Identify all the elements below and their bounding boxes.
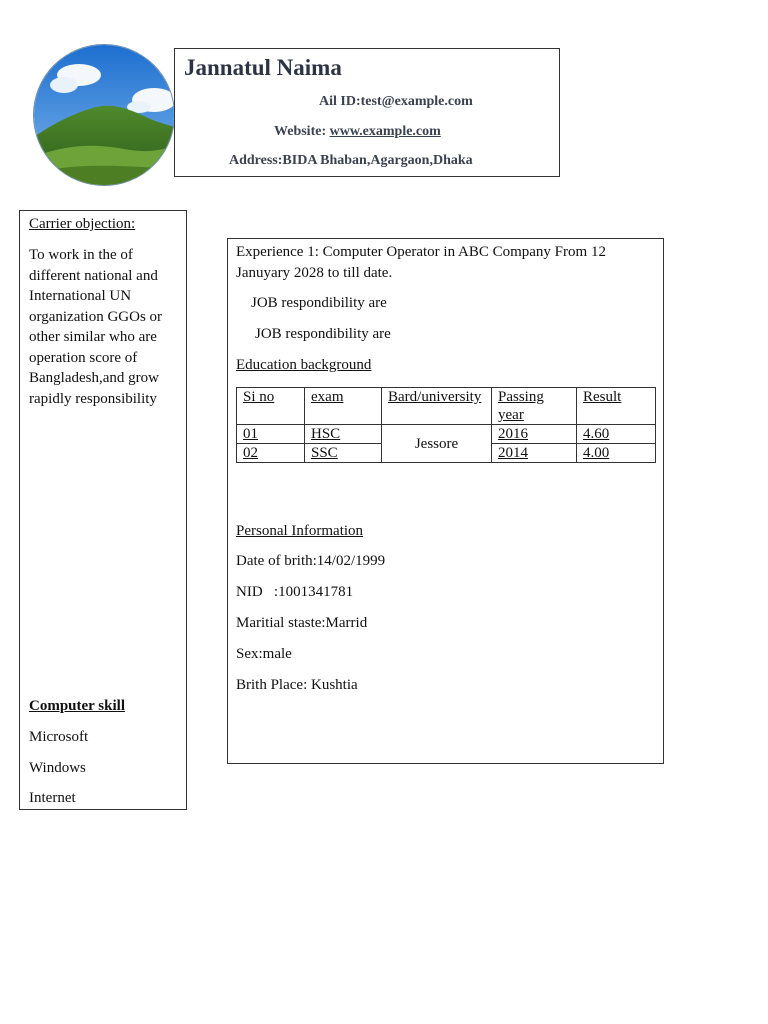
exam-cell: SSC — [305, 444, 382, 463]
email-line — [319, 94, 473, 110]
nid-line: NID :1001341781 — [236, 584, 354, 600]
education-heading: Education background — [236, 357, 372, 373]
experience-text: Experience 1: Computer Operator in ABC Company From 12 Januyary 2028 to till date. — [236, 244, 606, 281]
si-cell: 01 — [237, 425, 305, 444]
website-link[interactable]: www.example.com — [329, 124, 441, 139]
skill-item: Microsoft — [29, 729, 89, 745]
dob-line: Date of brith:14/02/1999 — [236, 553, 386, 569]
header-cell: Bard/university — [382, 388, 492, 425]
profile-photo — [33, 44, 175, 186]
skills-heading: Computer skill — [29, 698, 125, 714]
website-line — [274, 124, 441, 140]
objective-heading: Carrier objection: — [29, 216, 136, 232]
birth-place-line: Brith Place: Kushtia — [236, 677, 358, 693]
table-row — [237, 425, 656, 444]
header-cell: Si no — [237, 388, 305, 425]
address-line: Address:BIDA Bhaban,Agargaon,Dhaka — [229, 153, 473, 168]
result-cell: 4.00 — [577, 444, 656, 463]
candidate-name: Jannatul Naima — [184, 55, 342, 80]
website-label: Website: — [274, 124, 330, 139]
si-cell: 02 — [237, 444, 305, 463]
header-cell: Result — [577, 388, 656, 425]
marital-line: Maritial staste:Marrid — [236, 615, 368, 631]
year-cell: 2014 — [492, 444, 577, 463]
table-header-row — [237, 388, 656, 425]
education-table — [236, 387, 656, 463]
right-column — [227, 238, 664, 764]
personal-heading: Personal Information — [236, 523, 364, 539]
header-box — [174, 48, 560, 177]
skill-item: Windows — [29, 760, 86, 776]
year-cell: 2016 — [492, 425, 577, 444]
objective-text: To work in the of different national and International UN organization GGOs or other similar who are operation score of Bangladesh,and grow rapidly responsibility — [29, 247, 163, 407]
exam-cell: HSC — [305, 425, 382, 444]
result-cell: 4.60 — [577, 425, 656, 444]
skill-item: Internet — [29, 790, 76, 806]
landscape-image — [34, 45, 174, 185]
job-responsibility-line: JOB respondibility are — [255, 326, 391, 342]
board-value: Jessore — [414, 435, 459, 452]
header-cell: Passing year — [492, 388, 577, 425]
sex-line: Sex:male — [236, 646, 292, 662]
header-cell: exam — [305, 388, 382, 425]
board-cell — [382, 425, 492, 463]
email-value[interactable]: test@example.com — [360, 94, 473, 109]
job-responsibility-line: JOB respondibility are — [251, 295, 387, 311]
email-label: Ail ID: — [319, 94, 361, 109]
left-column — [19, 210, 187, 810]
